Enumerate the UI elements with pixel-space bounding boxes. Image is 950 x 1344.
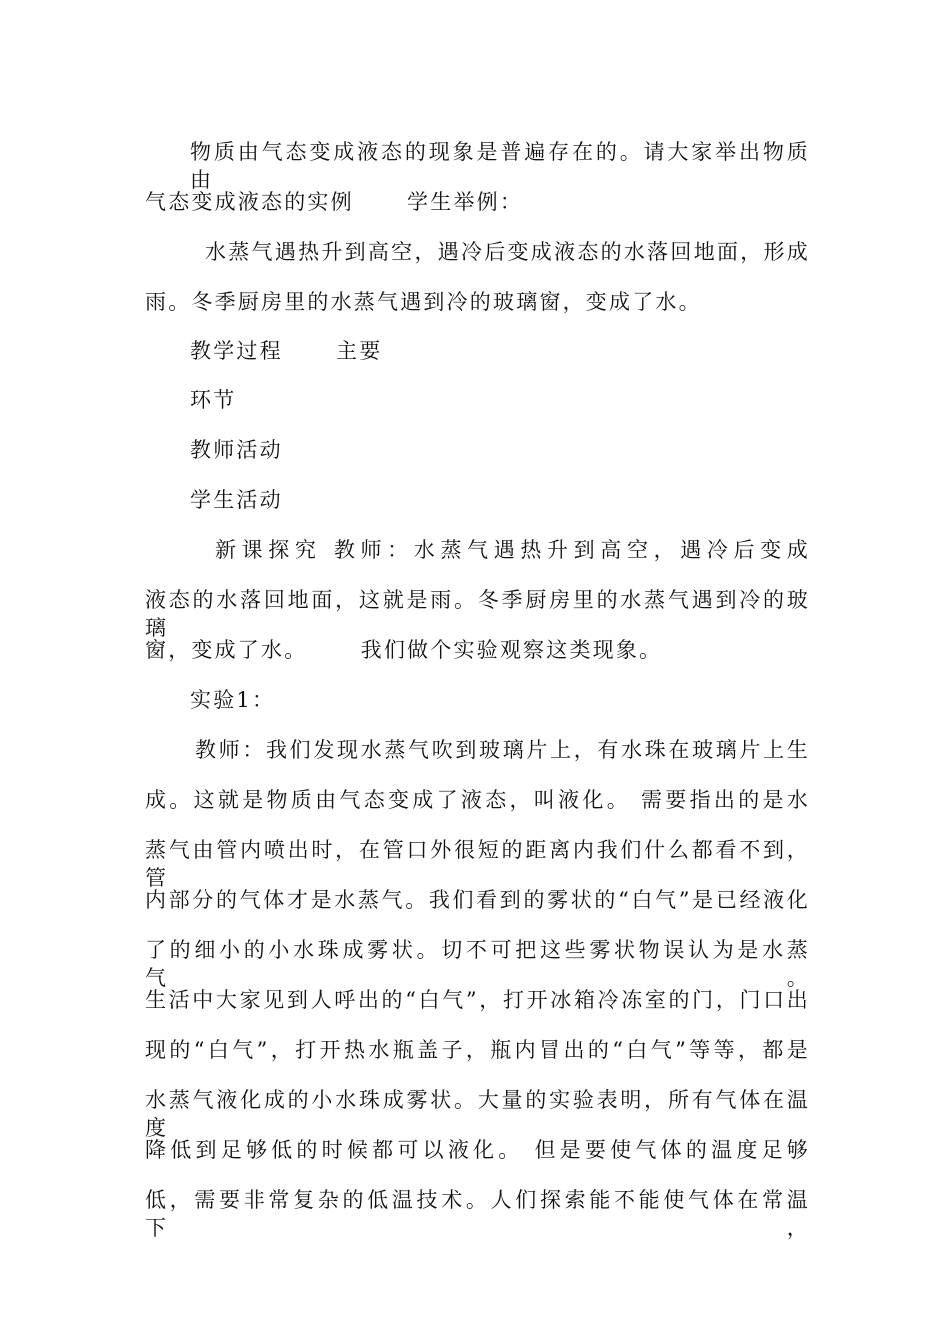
table-cell-heading: 学生活动 <box>190 488 283 512</box>
paragraph-line: 新课探究 教师：水蒸气遇热升到高空，遇冷后变成 <box>215 538 810 562</box>
paragraph-line: 液态的水落回地面，这就是雨。冬季厨房里的水蒸气遇到冷的玻璃 <box>145 588 810 640</box>
experiment-label: 实验1： <box>190 688 276 712</box>
table-cell-heading: 教师活动 <box>190 438 283 462</box>
paragraph-line: 水蒸气液化成的小水珠成雾状。大量的实验表明，所有气体在温度 <box>145 1088 810 1140</box>
paragraph-line: 蒸气由管内喷出时，在管口外很短的距离内我们什么都看不到，管 <box>145 838 810 890</box>
paragraph-line: 教师：我们发现水蒸气吹到玻璃片上，有水珠在玻璃片上生 <box>195 738 810 762</box>
paragraph-line: 成。这就是物质由气态变成了液态，叫液化。 需要指出的是水 <box>145 788 810 812</box>
paragraph-line: 窗，变成了水。 我们做个实验观察这类现象。 <box>145 638 663 662</box>
paragraph-line: 物质由气态变成液态的现象是普遍存在的。请大家举出物质由 <box>190 140 810 192</box>
paragraph-line: 降低到足够低的时候都可以液化。 但是要使气体的温度足够 <box>145 1138 810 1162</box>
paragraph-line: 水蒸气遇热升到高空，遇冷后变成液态的水落回地面，形成 <box>205 240 810 264</box>
table-cell-heading: 环节 <box>190 388 237 412</box>
paragraph-line: 了的细小的小水珠成雾状。切不可把这些雾状物误认为是水蒸气。 <box>145 938 810 990</box>
table-cell-heading: 教学过程 主要 <box>190 339 383 363</box>
paragraph-line: 雨。冬季厨房里的水蒸气遇到冷的玻璃窗，变成了水。 <box>145 290 702 314</box>
paragraph-line: 现的“白气”，打开热水瓶盖子，瓶内冒出的“白气”等等，都是 <box>145 1038 810 1062</box>
paragraph-line: 气态变成液态的实例 学生举例： <box>145 190 524 214</box>
paragraph-line: 内部分的气体才是水蒸气。我们看到的雾状的“白气”是已经液化 <box>145 888 810 912</box>
paragraph-line: 低，需要非常复杂的低温技术。人们探索能不能使气体在常温下， <box>145 1188 810 1240</box>
paragraph-line: 生活中大家见到人呼出的“白气”，打开冰箱冷冻室的门，门口出 <box>145 988 810 1012</box>
